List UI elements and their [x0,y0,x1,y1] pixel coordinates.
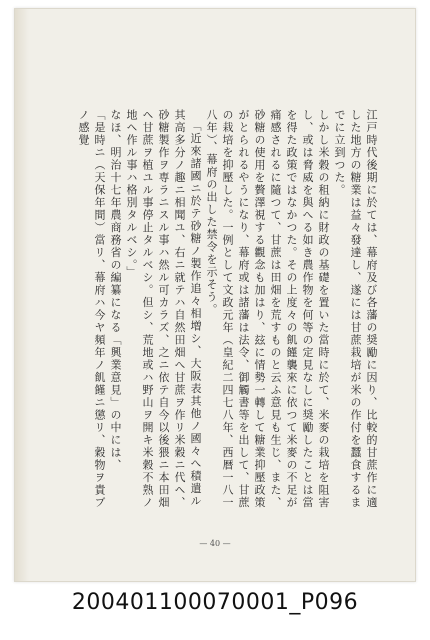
paragraph: しかし米穀の租納に財政の基礎を置いた當時に於て、米麥の栽培を阻害し、或は脅威を與へる如き農作物を何等の定見なしに奨勵したことは當を得た政策ではなかつた。その上度々の飢饉襲來に依つて米麥の不足が痛感されるに隨つて、甘蔗は田畑を荒すものと云ふ意見も生じ、また、砂糖の使用を贅澤視する觀念も加はり、玆に情勢一轉して糖業抑壓政策がとられるやうになり、幕府或は諸藩は法令、御觸書等を出して、甘蔗の栽培を抑壓した。一例として文政元年（皇紀二四七八年、西暦一八一八年）、幕府の出した禁令を示そう。 [205,109,330,509]
paragraph: なほ、明治十七年農商務省の編纂になる「興業意見」の中には、 [109,109,122,472]
paragraph: 江戸時代後期に於ては、幕府及び各藩の奨勵に因り、比較的甘蔗作に適した地方の糖業は益々發達し、遂には甘蔗栽培が米の作付を蠶食するまでに立到つた。 [333,109,378,509]
image-caption: 200401100070001_P096 [71,590,359,615]
page-number: — 40 — [199,539,231,548]
page-binding-shadow [15,9,29,581]
quoted-decree: 「近來諸國ニ於テ砂糖ノ製作追々相増シ、大阪表其他ノ國々へ積遣ル其高多分ノ趣ニ相聞ユ、右ニ就テハ自然田畑へ甘蔗ヲ作リ米穀ニ代ヘ、砂糖製作ヲ専ラニスル事ハ然ル可カラズ、之ニ依テ自今以後猥ニ本田畑ヘ甘蔗ヲ植ユル事停止タルベシ。但シ、荒地或ハ野山ヲ開キ米穀不熟ノ地ヘ作ル事ハ格別タルベシ。」 [125,109,202,509]
document-page [14,8,416,582]
vertical-body-text [77,109,379,509]
quoted-text: 「是時ニ（天保年間）當リ、幕府ハ今ヤ頻年ノ飢饉ニ懲リ、穀物ヲ貴ブノ感覺 [77,109,106,509]
